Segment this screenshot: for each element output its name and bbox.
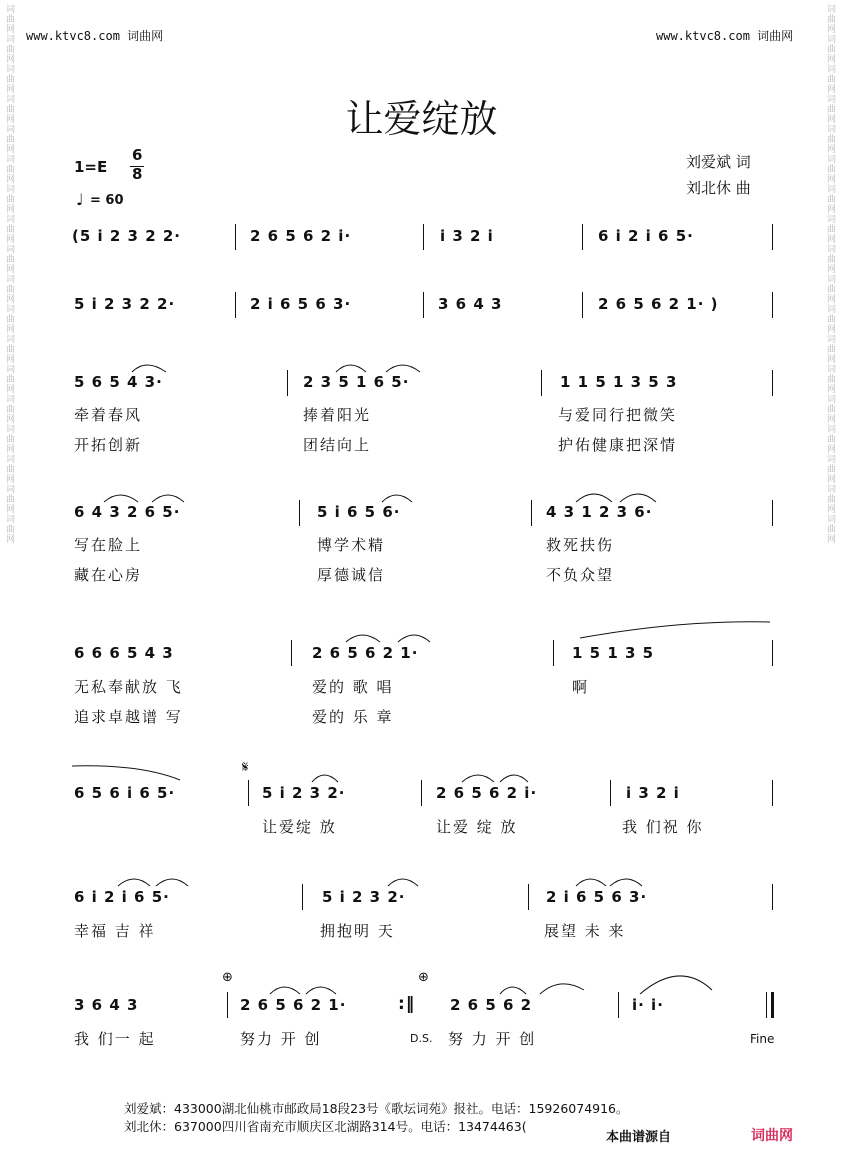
time-signature-numerator: 6 bbox=[132, 146, 143, 164]
lyricist-credit: 刘爱斌 词 bbox=[686, 153, 751, 171]
slur bbox=[306, 987, 336, 994]
measure-notes: 2 6 5 6 2 i· bbox=[436, 784, 538, 802]
measure-notes: 2 3 5 1 6 5· bbox=[303, 373, 410, 391]
measure-notes: 3 6 4 3 bbox=[438, 295, 503, 313]
slur bbox=[132, 365, 166, 372]
measure-notes: 1 1 5 1 3 5 3 bbox=[560, 373, 678, 391]
measure-notes: 5 i 6 5 6· bbox=[317, 503, 401, 521]
measure-notes: 4 3 1 2 3 6· bbox=[546, 503, 653, 521]
lyric-verse-1: 让爱绽 放 bbox=[262, 818, 337, 836]
measure-notes: 5 6 5 4 3· bbox=[74, 373, 163, 391]
lyricist-address: 刘爱斌：433000湖北仙桃市邮政局18段23号《歌坛词苑》报社。电话：15926074916。 bbox=[124, 1101, 629, 1116]
lyric-verse-1: 努力 开 创 bbox=[240, 1030, 322, 1048]
measure-notes: 5 i 2 3 2· bbox=[322, 888, 406, 906]
slur bbox=[620, 494, 656, 502]
slur bbox=[388, 879, 418, 886]
key-signature: 1=E bbox=[74, 158, 108, 176]
time-signature-denominator: 8 bbox=[132, 165, 143, 183]
lyric-verse-1: 牵着春风 bbox=[74, 406, 143, 424]
lyric-verse-2: 不负众望 bbox=[546, 566, 615, 584]
slur bbox=[398, 635, 430, 642]
slur bbox=[270, 987, 300, 994]
slur bbox=[500, 775, 528, 782]
left-watermark-text: 词曲网词曲网词曲网词曲网词曲网词曲网词曲网词曲网词曲网词曲网词曲网词曲网词曲网词曲网词曲网词曲网词曲网词曲网 bbox=[4, 4, 14, 544]
measure-notes: 2 i 6 5 6 3· bbox=[250, 295, 352, 313]
slur bbox=[610, 879, 642, 886]
lyric-verse-2: 护佑健康把深情 bbox=[558, 436, 678, 454]
measure-notes: i 3 2 i bbox=[626, 784, 680, 802]
lyric-verse-1: 与爱同行把微笑 bbox=[558, 406, 678, 424]
coda-sign: ⊕ bbox=[222, 970, 233, 985]
slur bbox=[462, 775, 494, 782]
measure-notes: 6 i 2 i 6 5· bbox=[598, 227, 694, 245]
repeat-end-sign: :‖ bbox=[398, 994, 416, 1014]
lyric-verse-1: 幸福 吉 祥 bbox=[74, 922, 156, 940]
site-link-right[interactable]: www.ktvc8.com 词曲网 bbox=[656, 29, 794, 43]
measure-notes: 1 5 1 3 5 bbox=[572, 644, 655, 662]
measure-notes: i· i· bbox=[632, 996, 664, 1014]
measure-notes: 2 6 5 6 2 1· bbox=[312, 644, 419, 662]
measure-notes: 6 6 6 5 4 3 bbox=[74, 644, 174, 662]
lyric-verse-1: 我 们一 起 bbox=[74, 1030, 156, 1048]
measure-notes: 5 i 2 3 2 2· bbox=[74, 295, 176, 313]
measure-notes: 6 i 2 i 6 5· bbox=[74, 888, 170, 906]
slur bbox=[312, 775, 338, 782]
phrase-slur bbox=[72, 766, 180, 780]
slur bbox=[576, 879, 606, 886]
right-watermark-text: 词曲网词曲网词曲网词曲网词曲网词曲网词曲网词曲网词曲网词曲网词曲网词曲网词曲网词曲网词曲网词曲网词曲网词曲网 bbox=[825, 4, 835, 544]
site-link-left[interactable]: www.ktvc8.com 词曲网 bbox=[26, 29, 164, 43]
slur bbox=[640, 976, 712, 994]
slur bbox=[336, 365, 366, 372]
lyric-verse-2: 厚德诚信 bbox=[317, 566, 386, 584]
lyric-verse-1: 救死扶伤 bbox=[546, 536, 615, 554]
lyric-verse-1: 博学术精 bbox=[317, 536, 386, 554]
slur bbox=[540, 984, 584, 994]
song-title: 让爱绽放 bbox=[345, 97, 498, 141]
tempo: = 60 bbox=[90, 193, 124, 208]
slur bbox=[152, 495, 184, 502]
composer-credit: 刘北休 曲 bbox=[686, 179, 751, 197]
quarter-note-icon: ♩ bbox=[76, 190, 84, 209]
measure-notes: 2 6 5 6 2 i· bbox=[250, 227, 352, 245]
lyric-verse-1: 爱的 歌 唱 bbox=[312, 678, 394, 696]
brand-logo[interactable]: 词曲网 bbox=[751, 1128, 793, 1144]
lyric-verse-2: 团结向上 bbox=[303, 436, 372, 454]
lyric-verse-2: 爱的 乐 章 bbox=[312, 708, 394, 726]
lyric-verse-1: 我 们祝 你 bbox=[622, 818, 704, 836]
lyric-verse-1: 拥抱明 天 bbox=[320, 922, 395, 940]
lyric-verse-2: 追求卓越谱 写 bbox=[74, 708, 183, 726]
measure-notes: 6 4 3 2 6 5· bbox=[74, 503, 181, 521]
slur bbox=[386, 365, 420, 372]
slur bbox=[382, 495, 412, 502]
measure-notes: 6 5 6 i 6 5· bbox=[74, 784, 176, 802]
slur bbox=[118, 879, 150, 886]
composer-address: 刘北休：637000四川省南充市顺庆区北湖路314号。电话：13474463( bbox=[124, 1119, 527, 1134]
measure-notes: (5 i 2 3 2 2· bbox=[72, 227, 181, 245]
slur bbox=[156, 879, 188, 886]
slur bbox=[104, 495, 138, 502]
coda-sign: ⊕ bbox=[418, 970, 429, 985]
measure-notes: 2 6 5 6 2 1· ) bbox=[598, 295, 719, 313]
slur bbox=[346, 635, 380, 642]
phrase-slur bbox=[580, 622, 770, 638]
lyric-verse-1: 无私奉献放 飞 bbox=[74, 678, 183, 696]
lyric-verse-1: 努 力 开 创 bbox=[448, 1030, 537, 1048]
dal-segno-marking: D.S. bbox=[410, 1032, 433, 1045]
measure-notes: 5 i 2 3 2· bbox=[262, 784, 346, 802]
measure-notes: 3 6 4 3 bbox=[74, 996, 139, 1014]
measure-notes: 2 6 5 6 2 bbox=[450, 996, 533, 1014]
lyric-verse-1: 展望 未 来 bbox=[544, 922, 626, 940]
slur bbox=[576, 494, 612, 502]
measure-notes: i 3 2 i bbox=[440, 227, 494, 245]
slur bbox=[500, 987, 526, 994]
source-label: 本曲谱源自 bbox=[606, 1130, 672, 1145]
lyric-verse-1: 让爱 绽 放 bbox=[436, 818, 518, 836]
lyric-verse-1: 写在脸上 bbox=[74, 536, 143, 554]
lyric-verse-1: 啊 bbox=[572, 678, 590, 696]
measure-notes: 2 i 6 5 6 3· bbox=[546, 888, 648, 906]
measure-notes: 2 6 5 6 2 1· bbox=[240, 996, 347, 1014]
lyric-verse-2: 藏在心房 bbox=[74, 566, 143, 584]
lyric-verse-2: 开拓创新 bbox=[74, 436, 143, 454]
lyric-verse-1: 捧着阳光 bbox=[303, 406, 372, 424]
segno-sign: 𝄋 bbox=[242, 758, 249, 776]
fine-marking: Fine bbox=[750, 1032, 775, 1046]
